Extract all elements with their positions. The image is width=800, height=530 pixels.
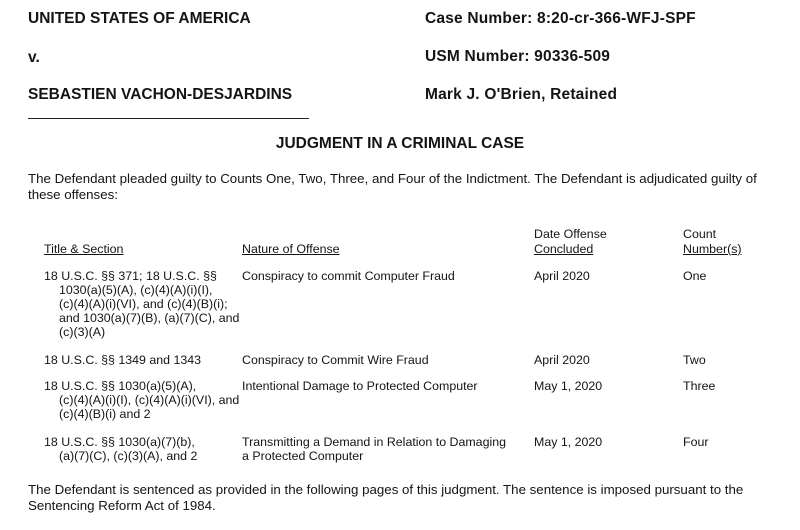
table-row-1-title-section <box>44 269 239 339</box>
table-row-3-date: May 1, 2020 <box>534 379 603 393</box>
header-count-line1: Count <box>683 227 717 241</box>
nature-line: Intentional Damage to Protected Computer <box>242 379 478 393</box>
header-date-line1: Date Offense <box>534 227 607 241</box>
table-row-4-title-section <box>44 435 197 463</box>
table-row-4-nature <box>242 435 506 463</box>
table-row-1-nature <box>242 269 455 283</box>
title-line: (c)(4)(B)(i) and 2 <box>59 407 151 421</box>
document-title: JUDGMENT IN A CRIMINAL CASE <box>275 135 525 152</box>
table-row-3-title-section <box>44 379 239 421</box>
header-nature-offense: Nature of Offense <box>242 242 340 256</box>
table-row-4-date: May 1, 2020 <box>534 435 603 449</box>
defendant-name: SEBASTIEN VACHON-DESJARDINS <box>28 86 293 103</box>
table-row-1-date: April 2020 <box>534 269 590 283</box>
table-row-1-count: One <box>683 269 707 283</box>
nature-line: Transmitting a Demand in Relation to Damaging <box>242 435 507 449</box>
plea-paragraph: The Defendant pleaded guilty to Counts One, Two, Three, and Four of the Indictment. The Defendant is adjudicated guilty of these offenses: <box>28 171 757 202</box>
header-date-line2: Concluded <box>534 242 594 256</box>
plaintiff-name: UNITED STATES OF AMERICA <box>28 10 251 27</box>
case-number: Case Number: 8:20-cr-366-WFJ-SPF <box>425 10 696 27</box>
title-line: (a)(7)(C), (c)(3)(A), and 2 <box>59 449 198 463</box>
title-line: 18 U.S.C. §§ 1030(a)(5)(A), <box>44 379 197 393</box>
table-row-3-count: Three <box>683 379 716 393</box>
table-row-2-date: April 2020 <box>534 353 590 367</box>
title-line: (c)(4)(A)(i)(I), (c)(4)(A)(i)(VI), and <box>59 393 240 407</box>
title-line: 18 U.S.C. §§ 371; 18 U.S.C. §§ <box>44 269 217 283</box>
usm-number: USM Number: 90336-509 <box>425 48 611 65</box>
title-line: (c)(3)(A) <box>59 325 106 339</box>
title-line: 18 U.S.C. §§ 1030(a)(7)(b), <box>44 435 195 449</box>
title-line: (c)(4)(A)(i)(VI), and (c)(4)(B)(i); <box>59 297 228 311</box>
title-line: and 1030(a)(7)(B), (a)(7)(C), and <box>59 311 240 325</box>
caption-rule <box>28 118 309 119</box>
header-count-line2: Number(s) <box>683 242 742 256</box>
table-row-4-count: Four <box>683 435 709 449</box>
nature-line: a Protected Computer <box>242 449 364 463</box>
table-row-2-nature <box>242 353 429 367</box>
nature-line: Conspiracy to commit Computer Fraud <box>242 269 455 283</box>
title-line: 1030(a)(5)(A), (c)(4)(A)(i)(I), <box>59 283 213 297</box>
header-title-section: Title & Section <box>44 242 124 256</box>
table-row-3-nature <box>242 379 478 393</box>
table-row-2-title-section <box>44 353 201 367</box>
nature-line: Conspiracy to Commit Wire Fraud <box>242 353 429 367</box>
defense-attorney: Mark J. O'Brien, Retained <box>425 86 618 103</box>
table-row-2-count: Two <box>683 353 706 367</box>
sentence-paragraph: The Defendant is sentenced as provided in the following pages of this judgment. The sentence is imposed pursuant to the Sentencing Reform Act of 1984. <box>28 482 744 513</box>
title-line: 18 U.S.C. §§ 1349 and 1343 <box>44 353 202 367</box>
versus-label: v. <box>28 49 40 66</box>
